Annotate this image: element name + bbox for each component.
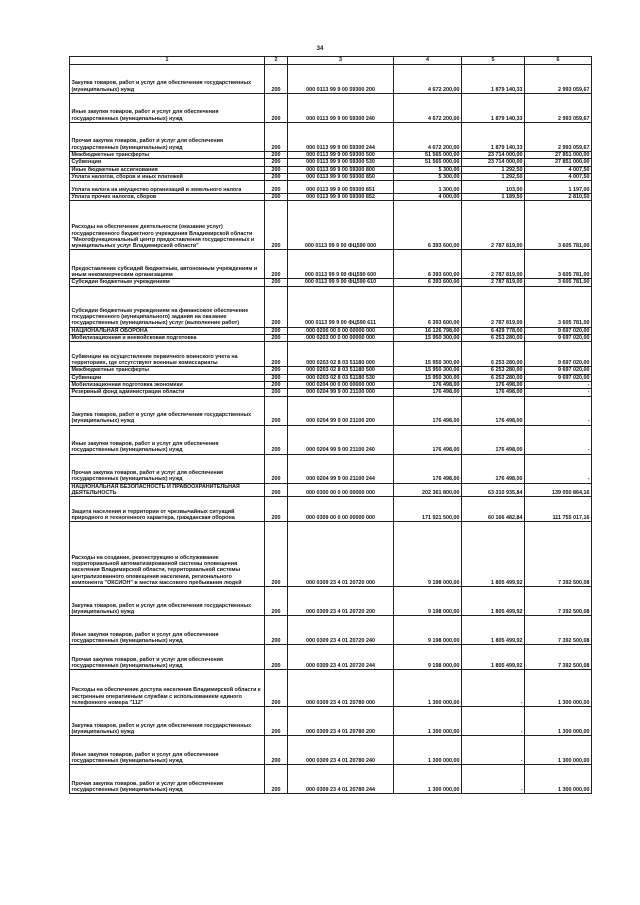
row-line-code-cell: 200 [265, 425, 288, 454]
row-budget-code-cell: 000 0204 99 9 00 21100 240 [288, 425, 394, 454]
row-approved-amount-cell: 1 300,00 [394, 181, 462, 194]
row-executed-amount-cell: 2 787 819,00 [462, 201, 525, 250]
row-approved-amount-cell: 5 300,00 [394, 166, 462, 173]
row-unexecuted-amount-cell: 9 697 020,00 [525, 327, 592, 334]
row-line-code-cell: 200 [265, 765, 288, 794]
row-executed-amount-cell: 1 879 140,33 [462, 123, 525, 152]
row-unexecuted-amount-cell: 7 392 500,08 [525, 587, 592, 616]
row-approved-amount-cell: 202 361 800,00 [394, 483, 462, 497]
row-executed-amount-cell: 1 189,50 [462, 194, 525, 201]
table-row [70, 396, 592, 425]
row-unexecuted-amount-cell: - [525, 425, 592, 454]
row-name-cell: Прочая закупка товаров, работ и услуг для обеспечения государственных (муниципальных) нужд [70, 765, 265, 794]
row-executed-amount-cell: 1 879 140,33 [462, 94, 525, 123]
row-unexecuted-amount-cell: 1 197,00 [525, 181, 592, 194]
row-approved-amount-cell: 176 498,00 [394, 425, 462, 454]
row-line-code-cell: 200 [265, 173, 288, 180]
table-row [70, 587, 592, 616]
row-executed-amount-cell: 23 714 000,00 [462, 159, 525, 166]
table-row [70, 736, 592, 765]
row-executed-amount-cell: 1 805 499,92 [462, 522, 525, 587]
row-approved-amount-cell: 1 300 000,00 [394, 670, 462, 707]
row-budget-code-cell: 000 0113 99 9 00 59300 850 [288, 173, 394, 180]
table-row [70, 670, 592, 707]
row-line-code-cell: 200 [265, 166, 288, 173]
table-row [70, 181, 592, 194]
table-row [70, 173, 592, 180]
row-executed-amount-cell: 103,00 [462, 181, 525, 194]
row-name-cell: Уплата прочих налогов, сборов [70, 194, 265, 201]
row-name-cell: Резервный фонд администрации области [70, 389, 265, 396]
table-row [70, 765, 592, 794]
row-executed-amount-cell: 1 292,50 [462, 166, 525, 173]
table-row [70, 367, 592, 374]
row-unexecuted-amount-cell: 7 392 500,08 [525, 616, 592, 645]
row-executed-amount-cell: 63 310 935,84 [462, 483, 525, 497]
table-row [70, 522, 592, 587]
row-unexecuted-amount-cell: 139 050 864,16 [525, 483, 592, 497]
column-header-1: 1 [70, 57, 265, 65]
table-row [70, 201, 592, 250]
row-line-code-cell: 200 [265, 497, 288, 522]
row-line-code-cell: 200 [265, 381, 288, 388]
row-unexecuted-amount-cell: 1 300 000,00 [525, 765, 592, 794]
row-line-code-cell: 200 [265, 645, 288, 670]
row-name-cell: Мобилизационная подготовка экономики [70, 381, 265, 388]
row-executed-amount-cell: 176 498,00 [462, 389, 525, 396]
row-line-code-cell: 200 [265, 94, 288, 123]
row-budget-code-cell: 000 0204 99 9 00 21100 244 [288, 454, 394, 483]
row-line-code-cell: 200 [265, 181, 288, 194]
row-line-code-cell: 200 [265, 123, 288, 152]
row-line-code-cell: 200 [265, 707, 288, 736]
row-name-cell: Расходы на обеспечение доступа населения Владимирской области к экстренным оперативным службам с использованием единого телефонного номера "112" [70, 670, 265, 707]
row-line-code-cell: 200 [265, 454, 288, 483]
table-row [70, 389, 592, 396]
row-name-cell: Иные закупки товаров, работ и услуг для обеспечения государственных (муниципальных) нужд [70, 736, 265, 765]
table-row [70, 94, 592, 123]
row-name-cell: Межбюджетные трансферты [70, 152, 265, 159]
table-row [70, 497, 592, 522]
row-line-code-cell: 200 [265, 327, 288, 334]
row-executed-amount-cell: 176 498,00 [462, 454, 525, 483]
row-budget-code-cell: 000 0300 00 0 00 00000 000 [288, 483, 394, 497]
row-name-cell: Субсидии бюджетным учреждениям на финансовое обеспечение государственного (муниципального) задания на оказание государственных (муниципальных) услуг (выполнение работ) [70, 286, 265, 327]
row-approved-amount-cell: 9 198 000,00 [394, 522, 462, 587]
row-unexecuted-amount-cell: 111 755 017,16 [525, 497, 592, 522]
row-line-code-cell: 200 [265, 587, 288, 616]
row-line-code-cell: 200 [265, 670, 288, 707]
row-line-code-cell: 200 [265, 736, 288, 765]
table-row [70, 381, 592, 388]
row-name-cell: Закупка товаров, работ и услуг для обеспечения государственных (муниципальных) нужд [70, 65, 265, 94]
row-approved-amount-cell: 15 950 300,00 [394, 335, 462, 342]
row-name-cell: Закупка товаров, работ и услуг для обеспечения государственных (муниципальных) нужд [70, 396, 265, 425]
row-budget-code-cell: 000 0113 99 9 00 ФЦ590 000 [288, 201, 394, 250]
row-line-code-cell: 200 [265, 201, 288, 250]
row-name-cell: Защита населения и территории от чрезвычайных ситуаций природного и техногенного характера, гражданская оборона [70, 497, 265, 522]
row-approved-amount-cell: 16 126 798,00 [394, 327, 462, 334]
row-name-cell: Субсидии бюджетным учреждениям [70, 279, 265, 286]
row-executed-amount-cell: 60 166 482,84 [462, 497, 525, 522]
row-approved-amount-cell: 51 565 000,00 [394, 159, 462, 166]
row-unexecuted-amount-cell: 2 810,50 [525, 194, 592, 201]
row-budget-code-cell: 000 0309 23 4 01 20780 000 [288, 670, 394, 707]
row-name-cell: Предоставление субсидий бюджетным, автономным учреждениям и иным некоммерческим организациям [70, 250, 265, 279]
row-budget-code-cell: 000 0113 99 9 00 59300 240 [288, 94, 394, 123]
row-budget-code-cell: 000 0203 02 8 03 51180 500 [288, 367, 394, 374]
row-approved-amount-cell: 6 393 600,00 [394, 279, 462, 286]
row-executed-amount-cell: 1 805 499,92 [462, 616, 525, 645]
row-name-cell: НАЦИОНАЛЬНАЯ БЕЗОПАСНОСТЬ И ПРАВООХРАНИТЕЛЬНАЯ ДЕЯТЕЛЬНОСТЬ [70, 483, 265, 497]
budget-execution-table [69, 56, 592, 794]
row-name-cell: Иные закупки товаров, работ и услуг для обеспечения государственных (муниципальных) нужд [70, 94, 265, 123]
row-unexecuted-amount-cell: 3 605 781,00 [525, 286, 592, 327]
row-unexecuted-amount-cell: 2 993 059,67 [525, 94, 592, 123]
row-executed-amount-cell: 2 787 819,00 [462, 279, 525, 286]
row-executed-amount-cell: 1 292,50 [462, 173, 525, 180]
table-row [70, 483, 592, 497]
row-unexecuted-amount-cell: 3 605 781,00 [525, 279, 592, 286]
row-budget-code-cell: 000 0309 23 4 01 20780 200 [288, 707, 394, 736]
row-unexecuted-amount-cell: 3 605 781,00 [525, 250, 592, 279]
row-budget-code-cell: 000 0113 99 9 00 59300 852 [288, 194, 394, 201]
row-budget-code-cell: 000 0113 99 9 00 59300 200 [288, 65, 394, 94]
row-unexecuted-amount-cell: - [525, 389, 592, 396]
row-name-cell: Субвенции [70, 159, 265, 166]
row-executed-amount-cell: - [462, 765, 525, 794]
table-row [70, 123, 592, 152]
row-executed-amount-cell: - [462, 707, 525, 736]
row-approved-amount-cell: 171 921 500,00 [394, 497, 462, 522]
table-row [70, 645, 592, 670]
row-executed-amount-cell: - [462, 736, 525, 765]
table-row [70, 159, 592, 166]
row-line-code-cell: 200 [265, 374, 288, 381]
row-budget-code-cell: 000 0113 99 9 00 ФЦ590 600 [288, 250, 394, 279]
row-approved-amount-cell: 15 950 300,00 [394, 374, 462, 381]
row-name-cell: Иные закупки товаров, работ и услуг для обеспечения государственных (муниципальных) нужд [70, 425, 265, 454]
row-budget-code-cell: 000 0309 23 4 01 20780 240 [288, 736, 394, 765]
row-name-cell: Расходы на создание, реконструкцию и обслуживание территориальной автоматизированной системы оповещения населения Владимирской области, территориальной системы централизованного оповещения населения, регионального компонента "ОКСИОН" в местах массового пребывания людей [70, 522, 265, 587]
row-approved-amount-cell: 6 393 600,00 [394, 201, 462, 250]
row-approved-amount-cell: 4 672 200,00 [394, 94, 462, 123]
table-row [70, 425, 592, 454]
row-line-code-cell: 200 [265, 367, 288, 374]
row-budget-code-cell: 000 0204 99 9 00 21100 200 [288, 396, 394, 425]
row-unexecuted-amount-cell: 2 993 059,67 [525, 65, 592, 94]
row-approved-amount-cell: 15 950 300,00 [394, 342, 462, 367]
row-approved-amount-cell: 51 565 000,00 [394, 152, 462, 159]
row-name-cell: Расходы на обеспечение деятельности (оказание услуг) государственного бюджетного учреждения Владимирской области "Многофункциональный центр предоставления государственных и муниципальных услуг Владимирской области" [70, 201, 265, 250]
row-approved-amount-cell: 9 198 000,00 [394, 645, 462, 670]
row-budget-code-cell: 000 0203 00 0 00 00000 000 [288, 335, 394, 342]
row-approved-amount-cell: 6 393 600,00 [394, 250, 462, 279]
row-unexecuted-amount-cell: 1 300 000,00 [525, 670, 592, 707]
row-executed-amount-cell: 176 498,00 [462, 425, 525, 454]
row-unexecuted-amount-cell: 9 697 020,00 [525, 367, 592, 374]
column-header-3: 3 [288, 57, 394, 65]
table-row [70, 327, 592, 334]
table-header-row [70, 57, 592, 65]
row-approved-amount-cell: 1 300 000,00 [394, 765, 462, 794]
row-unexecuted-amount-cell: 4 007,50 [525, 173, 592, 180]
row-approved-amount-cell: 1 300 000,00 [394, 707, 462, 736]
row-budget-code-cell: 000 0309 23 4 01 20720 200 [288, 587, 394, 616]
row-line-code-cell: 200 [265, 396, 288, 425]
row-name-cell: НАЦИОНАЛЬНАЯ ОБОРОНА [70, 327, 265, 334]
row-unexecuted-amount-cell: 27 851 000,00 [525, 152, 592, 159]
row-executed-amount-cell: 176 498,00 [462, 381, 525, 388]
table-row [70, 250, 592, 279]
row-unexecuted-amount-cell: - [525, 454, 592, 483]
row-name-cell: Иные закупки товаров, работ и услуг для обеспечения государственных (муниципальных) нужд [70, 616, 265, 645]
table-row [70, 152, 592, 159]
column-header-5: 5 [462, 57, 525, 65]
row-executed-amount-cell: 176 498,00 [462, 396, 525, 425]
row-unexecuted-amount-cell: 3 605 781,00 [525, 201, 592, 250]
row-executed-amount-cell: 6 253 280,00 [462, 367, 525, 374]
row-approved-amount-cell: 9 198 000,00 [394, 616, 462, 645]
row-approved-amount-cell: 4 000,00 [394, 194, 462, 201]
column-header-4: 4 [394, 57, 462, 65]
row-executed-amount-cell: 1 805 499,92 [462, 645, 525, 670]
row-name-cell: Закупка товаров, работ и услуг для обеспечения государственных (муниципальных) нужд [70, 707, 265, 736]
row-executed-amount-cell: 6 253 280,00 [462, 342, 525, 367]
row-approved-amount-cell: 1 300 000,00 [394, 736, 462, 765]
row-unexecuted-amount-cell: 1 300 000,00 [525, 736, 592, 765]
row-executed-amount-cell: 2 787 819,00 [462, 250, 525, 279]
row-name-cell: Прочая закупка товаров, работ и услуг для обеспечения государственных (муниципальных) нужд [70, 454, 265, 483]
row-approved-amount-cell: 15 950 300,00 [394, 367, 462, 374]
row-approved-amount-cell: 9 198 000,00 [394, 587, 462, 616]
row-line-code-cell: 200 [265, 522, 288, 587]
row-line-code-cell: 200 [265, 159, 288, 166]
row-budget-code-cell: 000 0203 02 8 03 51180 000 [288, 342, 394, 367]
row-approved-amount-cell: 6 393 600,00 [394, 286, 462, 327]
table-body [70, 65, 592, 794]
row-line-code-cell: 200 [265, 616, 288, 645]
row-name-cell: Иные бюджетные ассигнования [70, 166, 265, 173]
row-unexecuted-amount-cell: 2 993 059,67 [525, 123, 592, 152]
row-line-code-cell: 200 [265, 335, 288, 342]
row-approved-amount-cell: 176 498,00 [394, 381, 462, 388]
table-row [70, 374, 592, 381]
row-executed-amount-cell: 23 714 000,00 [462, 152, 525, 159]
column-header-6: 6 [525, 57, 592, 65]
row-line-code-cell: 200 [265, 65, 288, 94]
row-name-cell: Прочая закупка товаров, работ и услуг для обеспечения государственных (муниципальных) нужд [70, 123, 265, 152]
row-budget-code-cell: 000 0309 23 4 01 20780 244 [288, 765, 394, 794]
row-executed-amount-cell: 1 805 499,92 [462, 587, 525, 616]
row-line-code-cell: 200 [265, 483, 288, 497]
row-budget-code-cell: 000 0113 99 9 00 ФЦ590 611 [288, 286, 394, 327]
column-header-2: 2 [265, 57, 288, 65]
row-budget-code-cell: 000 0204 99 9 00 21100 000 [288, 389, 394, 396]
row-unexecuted-amount-cell: 1 300 000,00 [525, 707, 592, 736]
row-approved-amount-cell: 4 672 200,00 [394, 123, 462, 152]
row-budget-code-cell: 000 0200 00 0 00 00000 000 [288, 327, 394, 334]
row-unexecuted-amount-cell: - [525, 396, 592, 425]
row-budget-code-cell: 000 0309 23 4 01 20720 000 [288, 522, 394, 587]
row-approved-amount-cell: 4 672 200,00 [394, 65, 462, 94]
row-executed-amount-cell: 6 429 778,00 [462, 327, 525, 334]
row-budget-code-cell: 000 0113 99 9 00 ФЦ590 610 [288, 279, 394, 286]
row-executed-amount-cell: - [462, 670, 525, 707]
row-approved-amount-cell: 176 498,00 [394, 389, 462, 396]
table-row [70, 65, 592, 94]
table-row [70, 166, 592, 173]
row-name-cell: Межбюджетные трансферты [70, 367, 265, 374]
row-budget-code-cell: 000 0203 02 8 03 51180 530 [288, 374, 394, 381]
row-approved-amount-cell: 5 300,00 [394, 173, 462, 180]
row-approved-amount-cell: 176 498,00 [394, 396, 462, 425]
row-name-cell: Субвенции [70, 374, 265, 381]
table-row [70, 335, 592, 342]
row-line-code-cell: 200 [265, 342, 288, 367]
row-approved-amount-cell: 176 498,00 [394, 454, 462, 483]
row-budget-code-cell: 000 0204 00 0 00 00000 000 [288, 381, 394, 388]
row-budget-code-cell: 000 0113 99 9 00 59300 500 [288, 152, 394, 159]
table-row [70, 707, 592, 736]
row-unexecuted-amount-cell: 27 851 000,00 [525, 159, 592, 166]
row-line-code-cell: 200 [265, 286, 288, 327]
row-budget-code-cell: 000 0309 23 4 01 20720 240 [288, 616, 394, 645]
row-budget-code-cell: 000 0113 99 9 00 59300 800 [288, 166, 394, 173]
table-row [70, 616, 592, 645]
table-row [70, 194, 592, 201]
row-executed-amount-cell: 6 253 280,00 [462, 335, 525, 342]
row-line-code-cell: 200 [265, 152, 288, 159]
table-row [70, 279, 592, 286]
row-line-code-cell: 200 [265, 194, 288, 201]
row-budget-code-cell: 000 0309 23 4 01 20720 244 [288, 645, 394, 670]
row-executed-amount-cell: 1 879 140,33 [462, 65, 525, 94]
row-unexecuted-amount-cell: 7 392 500,08 [525, 645, 592, 670]
table-row [70, 286, 592, 327]
row-budget-code-cell: 000 0113 99 9 00 59300 851 [288, 181, 394, 194]
row-unexecuted-amount-cell: 7 392 500,08 [525, 522, 592, 587]
table-row [70, 454, 592, 483]
row-budget-code-cell: 000 0113 99 9 00 59300 530 [288, 159, 394, 166]
row-name-cell: Субвенции на осуществление первичного воинского учета на территориях, где отсутствуют военные комиссариаты [70, 342, 265, 367]
row-name-cell: Уплата налогов, сборов и иных платежей [70, 173, 265, 180]
row-name-cell: Уплата налога на имущество организаций и земельного налога [70, 181, 265, 194]
row-line-code-cell: 200 [265, 250, 288, 279]
row-executed-amount-cell: 6 253 280,00 [462, 374, 525, 381]
row-unexecuted-amount-cell: 9 697 020,00 [525, 342, 592, 367]
row-unexecuted-amount-cell: 9 697 020,00 [525, 374, 592, 381]
row-name-cell: Мобилизационная и вневойсковая подготовка [70, 335, 265, 342]
row-budget-code-cell: 000 0113 99 9 00 59300 244 [288, 123, 394, 152]
row-name-cell: Закупка товаров, работ и услуг для обеспечения государственных (муниципальных) нужд [70, 587, 265, 616]
row-budget-code-cell: 000 0309 00 0 00 00000 000 [288, 497, 394, 522]
row-unexecuted-amount-cell: 4 007,50 [525, 166, 592, 173]
row-unexecuted-amount-cell: 9 697 020,00 [525, 335, 592, 342]
row-executed-amount-cell: 2 787 819,00 [462, 286, 525, 327]
row-name-cell: Прочая закупка товаров, работ и услуг для обеспечения государственных (муниципальных) нужд [70, 645, 265, 670]
page-number: 34 [316, 46, 324, 52]
table-row [70, 342, 592, 367]
row-line-code-cell: 200 [265, 279, 288, 286]
row-unexecuted-amount-cell: - [525, 381, 592, 388]
row-line-code-cell: 200 [265, 389, 288, 396]
